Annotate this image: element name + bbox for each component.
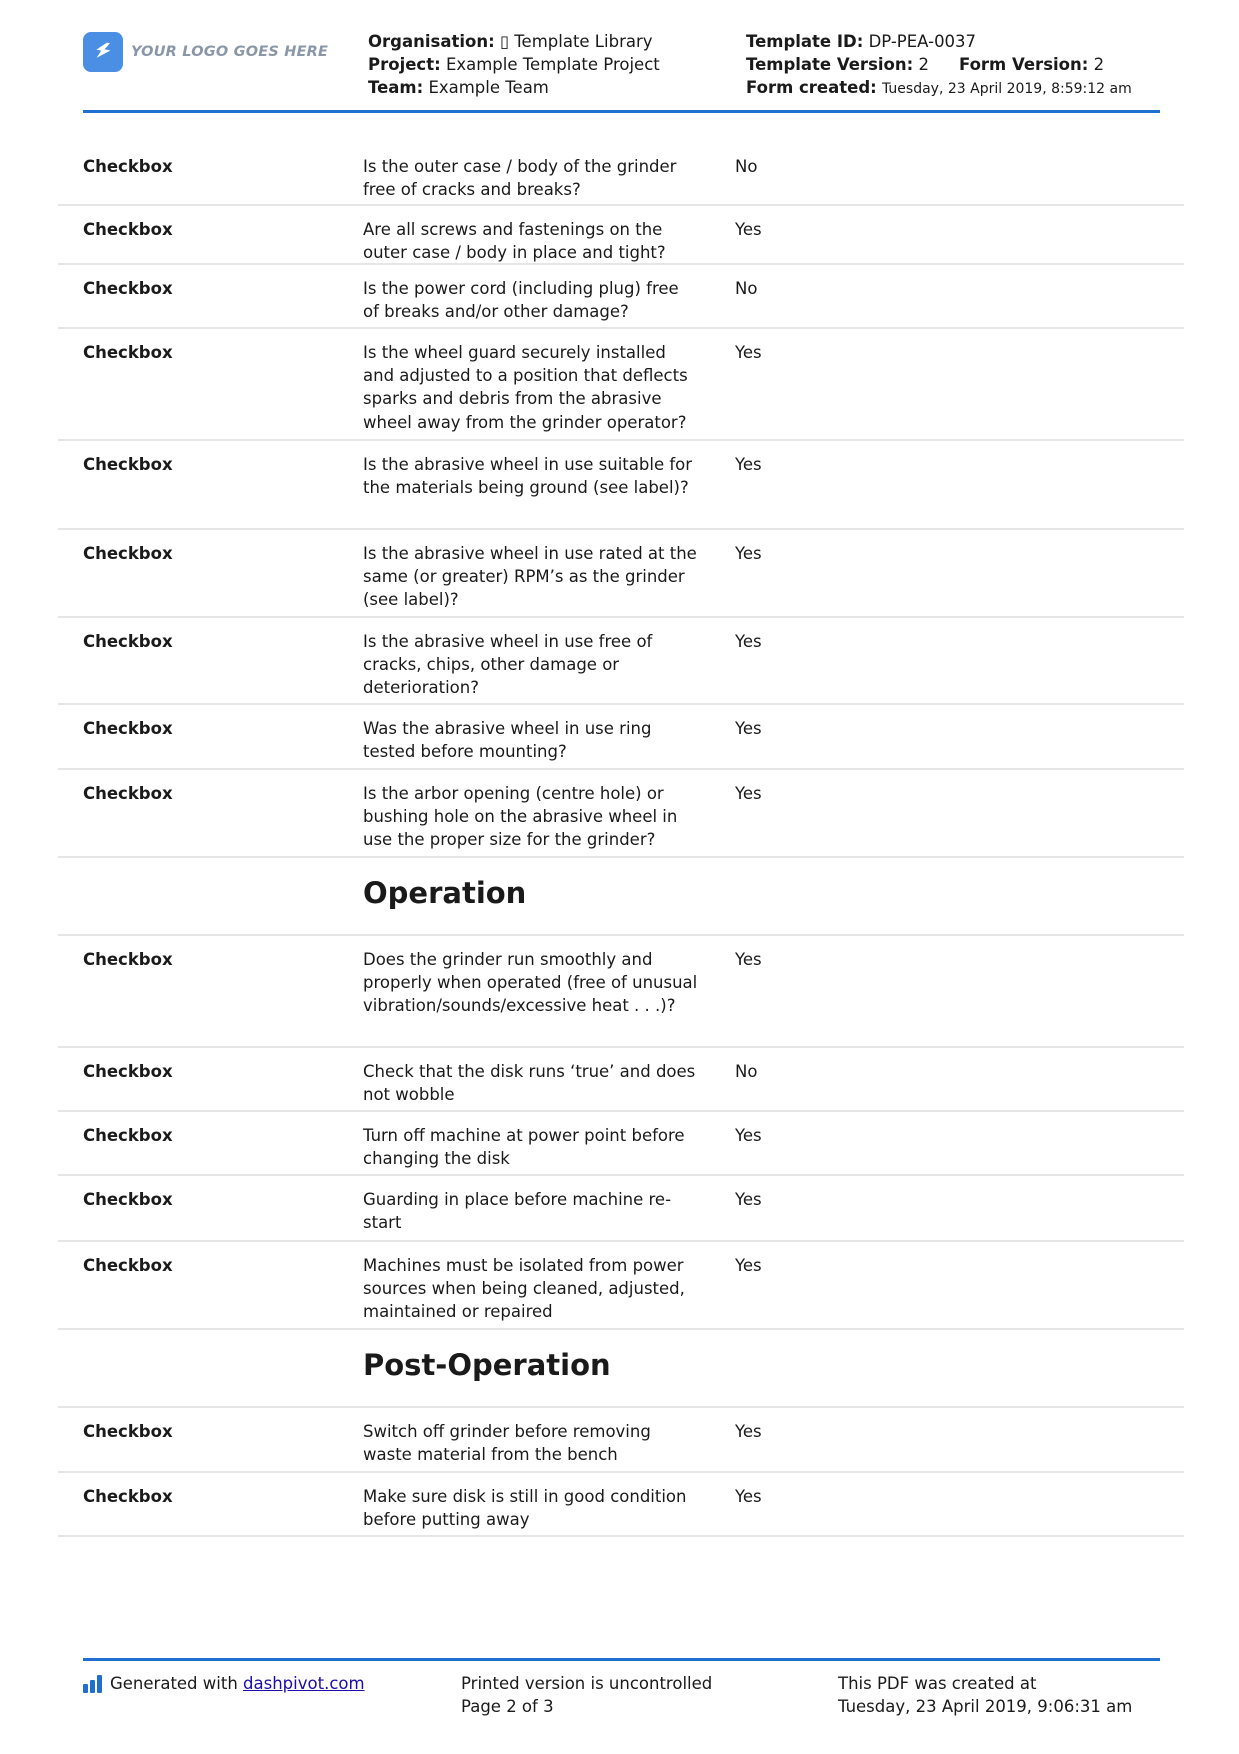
question-text: Is the abrasive wheel in use free of cracks, chips, other damage or deterioration? xyxy=(363,632,653,698)
question-text: Is the arbor opening (centre hole) or bushing hole on the abrasive wheel in use the proper size for the grinder? xyxy=(363,784,678,850)
answer-value: No xyxy=(735,1062,758,1081)
template-id-label: Template ID: xyxy=(746,32,864,51)
answer-value: Yes xyxy=(735,455,762,474)
page-number: Page 2 of 3 xyxy=(461,1697,554,1716)
field-type: Checkbox xyxy=(83,157,173,176)
form-version-label: Form Version: xyxy=(958,55,1089,74)
table-row xyxy=(58,618,1184,705)
project-value: Example Template Project xyxy=(445,55,660,74)
question-text: Was the abrasive wheel in use ring tested before mounting? xyxy=(363,719,652,762)
header-template-info xyxy=(746,30,1132,101)
template-version-value: 2 xyxy=(918,55,929,74)
table-row xyxy=(58,1112,1184,1176)
table-row xyxy=(58,770,1184,858)
field-type: Checkbox xyxy=(83,220,173,239)
answer-value: No xyxy=(735,157,758,176)
table-row xyxy=(58,530,1184,618)
answer-value: Yes xyxy=(735,1422,762,1441)
answer-value: Yes xyxy=(735,719,762,738)
table-row xyxy=(58,1242,1184,1330)
field-type: Checkbox xyxy=(83,1422,173,1441)
header-divider xyxy=(83,110,1160,113)
question-text: Machines must be isolated from power sources when being cleaned, adjusted, maintained or repaired xyxy=(363,1256,685,1322)
question-text: Does the grinder run smoothly and properly when operated (free of unusual vibration/sounds/excessive heat . . .)? xyxy=(363,950,698,1016)
answer-value: Yes xyxy=(735,220,762,239)
answer-value: Yes xyxy=(735,544,762,563)
company-logo xyxy=(83,32,328,72)
field-type: Checkbox xyxy=(83,784,173,803)
field-type: Checkbox xyxy=(83,1190,173,1209)
question-text: Is the power cord (including plug) free of breaks and/or other damage? xyxy=(363,279,679,322)
dashpivot-link[interactable]: dashpivot.com xyxy=(243,1674,365,1693)
section-post-operation xyxy=(58,1330,1184,1408)
table-row xyxy=(58,1176,1184,1242)
page-header xyxy=(83,30,1163,112)
section-operation xyxy=(58,858,1184,936)
section-title: Post-Operation xyxy=(363,1348,611,1382)
organisation-value: ▯ Template Library xyxy=(499,32,653,51)
question-text: Turn off machine at power point before changing the disk xyxy=(363,1126,685,1169)
template-version-label: Template Version: xyxy=(746,55,914,74)
field-type: Checkbox xyxy=(83,1126,173,1145)
table-row xyxy=(58,1408,1184,1473)
answer-value: Yes xyxy=(735,950,762,969)
field-type: Checkbox xyxy=(83,1487,173,1506)
answer-value: Yes xyxy=(735,1487,762,1506)
field-type: Checkbox xyxy=(83,1062,173,1081)
section-title: Operation xyxy=(363,876,527,910)
question-text: Switch off grinder before removing waste material from the bench xyxy=(363,1422,651,1465)
answer-value: Yes xyxy=(735,784,762,803)
question-text: Are all screws and fastenings on the outer case / body in place and tight? xyxy=(363,220,666,263)
question-text: Is the wheel guard securely installed and adjusted to a position that deflects sparks and debris from the abrasive wheel away from the grinder operator? xyxy=(363,343,688,432)
question-text: Guarding in place before machine re-start xyxy=(363,1190,672,1233)
answer-value: Yes xyxy=(735,343,762,362)
table-row xyxy=(58,1473,1184,1537)
field-type: Checkbox xyxy=(83,343,173,362)
answer-value: Yes xyxy=(735,632,762,651)
answer-value: Yes xyxy=(735,1126,762,1145)
logo-icon xyxy=(83,32,123,72)
team-label: Team: xyxy=(368,78,424,97)
pdf-created-value: Tuesday, 23 April 2019, 9:06:31 am xyxy=(838,1697,1133,1716)
header-org-info xyxy=(368,30,660,99)
project-label: Project: xyxy=(368,55,441,74)
question-text: Make sure disk is still in good condition before putting away xyxy=(363,1487,687,1530)
form-version-value: 2 xyxy=(1093,55,1105,74)
field-type: Checkbox xyxy=(83,719,173,738)
field-type: Checkbox xyxy=(83,455,173,474)
organisation-label: Organisation: xyxy=(368,32,495,51)
footer-created-info xyxy=(838,1672,1132,1718)
answer-value: Yes xyxy=(735,1256,762,1275)
field-type: Checkbox xyxy=(83,950,173,969)
answer-value: Yes xyxy=(735,1190,762,1209)
dashpivot-bars-icon xyxy=(83,1675,102,1693)
generated-with xyxy=(83,1672,365,1695)
question-text: Is the outer case / body of the grinder free of cracks and breaks? xyxy=(363,157,677,200)
form-created-label: Form created: xyxy=(746,78,877,97)
table-row xyxy=(58,1048,1184,1112)
uncontrolled-note: Printed version is uncontrolled xyxy=(461,1674,713,1693)
field-type: Checkbox xyxy=(83,544,173,563)
field-type: Checkbox xyxy=(83,632,173,651)
generated-prefix: Generated with xyxy=(110,1674,238,1693)
template-id-value: DP-PEA-0037 xyxy=(868,32,977,51)
checklist xyxy=(58,143,1184,1537)
table-row xyxy=(58,329,1184,441)
footer-page-info xyxy=(461,1672,712,1718)
table-row xyxy=(58,206,1184,265)
question-text: Is the abrasive wheel in use suitable for the materials being ground (see label)? xyxy=(363,455,693,498)
answer-value: No xyxy=(735,279,758,298)
pdf-created-label: This PDF was created at xyxy=(838,1674,1037,1693)
table-row xyxy=(58,936,1184,1048)
field-type: Checkbox xyxy=(83,1256,173,1275)
team-value: Example Team xyxy=(428,78,549,97)
table-row xyxy=(58,143,1184,206)
question-text: Is the abrasive wheel in use rated at the same (or greater) RPM’s as the grinder (see label)? xyxy=(363,544,697,610)
form-created-value: Tuesday, 23 April 2019, 8:59:12 am xyxy=(882,81,1132,97)
table-row xyxy=(58,705,1184,770)
footer-divider xyxy=(83,1658,1160,1661)
field-type: Checkbox xyxy=(83,279,173,298)
logo-text: YOUR LOGO GOES HERE xyxy=(131,44,329,60)
table-row xyxy=(58,441,1184,530)
table-row xyxy=(58,265,1184,329)
question-text: Check that the disk runs ‘true’ and does not wobble xyxy=(363,1062,696,1105)
